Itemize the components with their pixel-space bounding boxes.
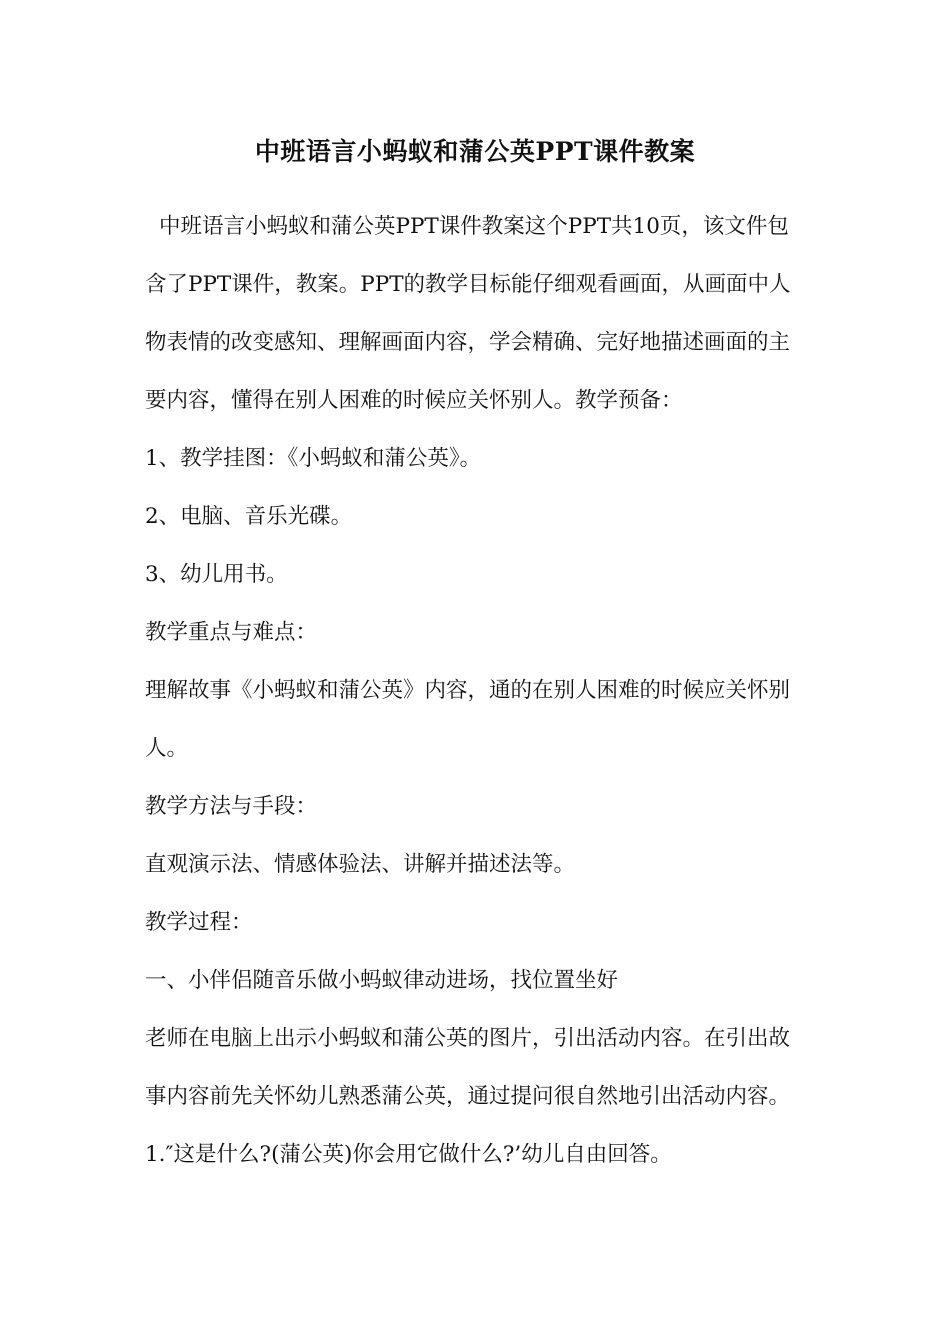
document-title: 中班语言小蚂蚁和蒲公英PPT课件教案 [254,137,696,166]
key-points-paragraph: 理解故事《小蚂蚁和蒲公英》内容，通的在别人困难的时候应关怀别人。 [145,678,791,761]
section-heading-process: 教学过程： [145,910,253,935]
intro-paragraph: 中班语言小蚂蚁和蒲公英PPT课件教案这个PPT共10页，该文件包含了PPT课件，教案。PPT的教学目标能仔细观看画面，从画面中人物表情的改变感知、理解画面内容，学会精确、完好地描述画面的主要内容，懂得在别人困难的时候应关怀别人。教学预备： [145,214,791,413]
process-question-1: 1.″这是什么?(蒲公英)你会用它做什么?’幼儿自由回答。 [145,1142,672,1167]
process-step-1: 一、小伴侣随音乐做小蚂蚁律动进场，找位置坐好 [145,968,619,993]
prep-item-2: 2、电脑、音乐光碟。 [145,504,353,529]
section-heading-methods: 教学方法与手段： [145,794,318,819]
document-body [145,198,810,1184]
prep-item-1: 1、教学挂图：《小蚂蚁和蒲公英》。 [145,446,482,471]
prep-item-3: 3、幼儿用书。 [145,562,288,587]
section-heading-key-points: 教学重点与难点： [145,620,318,645]
methods-paragraph: 直观演示法、情感体验法、讲解并描述法等。 [145,852,576,877]
process-paragraph: 老师在电脑上出示小蚂蚁和蒲公英的图片，引出活动内容。在引出故事内容前先关怀幼儿熟悉蒲公英，通过提问很自然地引出活动内容。 [145,1026,791,1109]
